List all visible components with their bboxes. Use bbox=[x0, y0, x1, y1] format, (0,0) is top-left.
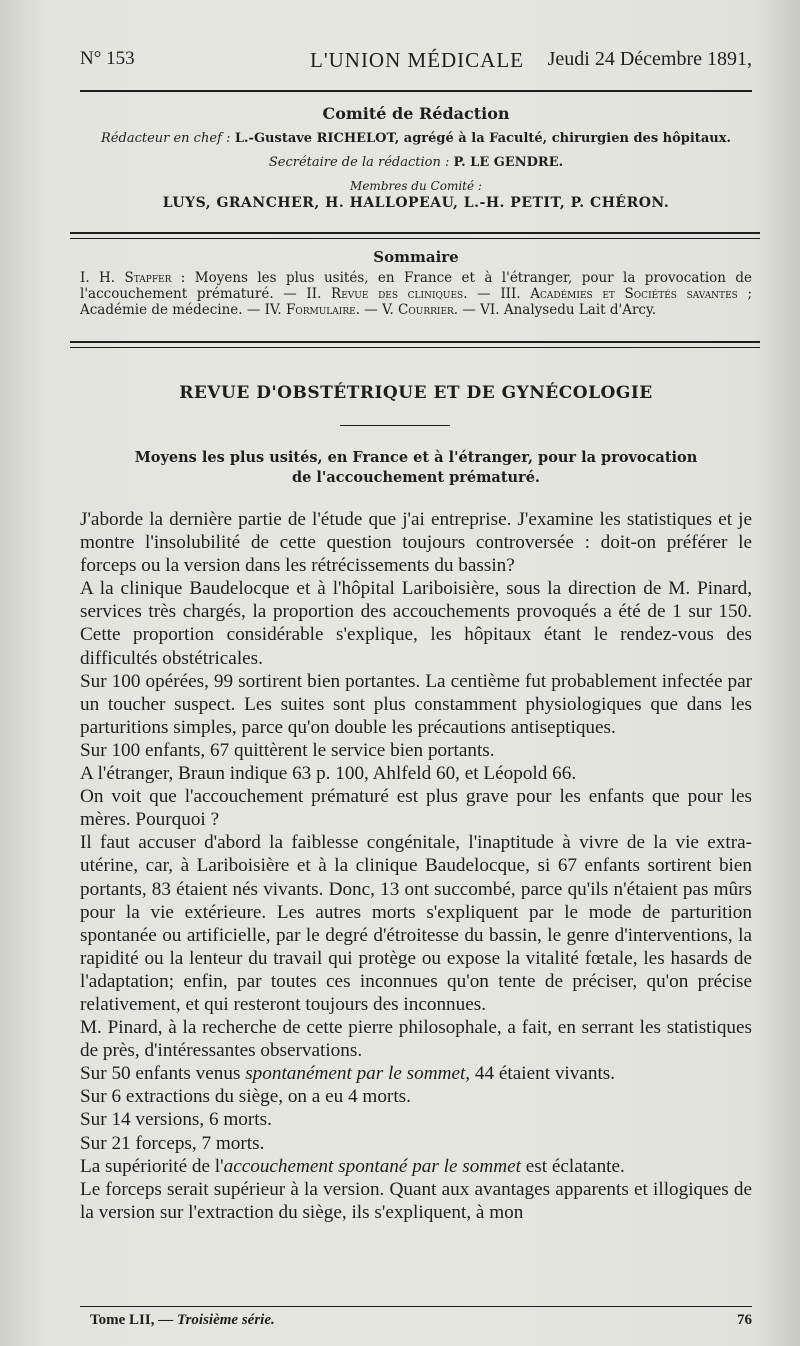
summary-item-num: IV. bbox=[264, 302, 282, 318]
summary-item-text: . — bbox=[453, 302, 481, 318]
paragraph-text: Il faut accuser d'abord la faiblesse congénitale, l'inaptitude à vivre de la vie extra-utérine, car, à Lariboisière et à la clinique Baudelocque, si 67 enfants sortirent bien portants, 83 étaient nés vivants. Donc, 13 ont succombé, parce qu'ils n'étaient pas mûrs pour la vie extérieure. Les autres morts s'expliquent par le mode de parturition spontanée ou artificielle, par le degré d'étroitesse du bassin, le genre d'interventions, la rapidité ou la lenteur du travail qui protège ou expose la vitalité fœtale, les hasards de l'adaptation; enfin, par toutes ces inconnues qu'on tente de préciser, qu'on précise relativement, et qui resteront toujours des inconnues. bbox=[80, 832, 752, 1015]
summary-item-text: : Moyens les plus usités, en France et à l'étranger, pour la provocation de l'accouchement prématuré. — bbox=[80, 270, 752, 302]
committee-chief bbox=[80, 131, 752, 146]
summary-rule-2 bbox=[70, 347, 760, 348]
summary-rule-1 bbox=[70, 341, 760, 343]
journal-title: L'UNION MÉDICALE bbox=[310, 48, 525, 72]
running-header bbox=[80, 44, 752, 82]
paragraph bbox=[80, 670, 752, 739]
paragraph-text: A l'étranger, Braun indique 63 p. 100, Ahlfeld 60, et Léopold 66. bbox=[80, 763, 577, 785]
committee-rule-2 bbox=[70, 238, 760, 239]
summary-title: Sommaire bbox=[373, 248, 459, 266]
paragraph-text: Sur 21 forceps, 7 morts. bbox=[80, 1132, 265, 1154]
paragraph-text: M. Pinard, à la recherche de cette pierre philosophale, a fait, en serrant les statistiques de près, d'intéressantes observations. bbox=[80, 1017, 752, 1062]
paragraph bbox=[80, 785, 752, 831]
paragraph-text: J'aborde la dernière partie de l'étude que j'ai entreprise. J'examine les statistiques et je montre l'insolubilité de cette question toujours controversée : doit-on préférer le forceps ou la version dans les rétrécissements du bassin? bbox=[80, 509, 752, 577]
members-list: LUYS, GRANCHER, H. HALLOPEAU, L.-H. PETIT, P. CHÉRON. bbox=[162, 195, 670, 211]
paragraph bbox=[80, 1132, 752, 1155]
footer-volume bbox=[90, 1312, 275, 1329]
issue-number: N° 153 bbox=[80, 48, 135, 69]
summary-body bbox=[80, 270, 752, 318]
section-divider bbox=[340, 425, 450, 426]
paragraph-text: A la clinique Baudelocque et à l'hôpital Lariboisière, sous la direction de M. Pinard, services très chargés, la proportion des accouchements provoqués a été de 1 sur 150. Cette proportion considérable s'explique, les hôpitaux étant le rendez-vous des difficultés obstétricales. bbox=[80, 578, 752, 669]
page-footer bbox=[80, 1312, 752, 1336]
paragraph bbox=[80, 1085, 752, 1108]
paragraph bbox=[80, 1108, 752, 1131]
footer-series: — Troisième série. bbox=[158, 1312, 275, 1328]
page-number: 76 bbox=[737, 1312, 752, 1328]
footer-tome: Tome LII, bbox=[90, 1312, 155, 1328]
paragraph bbox=[80, 1178, 752, 1224]
paragraph-text: Sur 6 extractions du siège, on a eu 4 morts. bbox=[80, 1086, 411, 1108]
chief-label: Rédacteur en chef : bbox=[101, 131, 231, 146]
paragraph-text: Le forceps serait supérieur à la version. Quant aux avantages apparents et illogiques de la version sur l'extraction du siège, ils s'expliquent, à mon bbox=[80, 1178, 752, 1223]
chief-name: L.-Gustave RICHELOT, agrégé à la Faculté, chirurgien des hôpitaux. bbox=[234, 131, 731, 146]
paragraph-text: est éclatante. bbox=[520, 1155, 625, 1177]
paragraph-text: Sur 50 enfants venus bbox=[80, 1063, 246, 1085]
paragraph-text: 44 étaient vivants. bbox=[470, 1063, 616, 1085]
article-title-line-1: Moyens les plus usités, en France et à l'étranger, pour la provocation bbox=[134, 449, 698, 466]
summary-item-name: Académies et Sociétés savantes bbox=[530, 286, 738, 302]
header-rule bbox=[80, 90, 752, 92]
summary-item-num: V. bbox=[382, 302, 394, 318]
paragraph bbox=[80, 1062, 752, 1085]
summary-item-name: Stapfer bbox=[124, 270, 172, 286]
secretary-label: Secrétaire de la rédaction : bbox=[268, 155, 450, 170]
paragraph-text: La supériorité de l' bbox=[80, 1155, 224, 1177]
paragraph bbox=[80, 831, 752, 1016]
paragraph-emphasis: accouchement spontané par le sommet bbox=[223, 1155, 521, 1177]
paragraph-text: Sur 100 opérées, 99 sortirent bien portantes. La centième fut probablement infectée par un toucher suspect. Les suites sont plus constamment physiologiques que dans les parturitions simples, parce qu'on double les précautions antiseptiques. bbox=[80, 670, 752, 738]
summary-item-text: . — bbox=[463, 286, 501, 302]
summary-item-num: I. H. bbox=[80, 270, 116, 286]
summary-item-text: Analysedu Lait d'Arcy. bbox=[503, 302, 657, 318]
paragraph-text: On voit que l'accouchement prématuré est plus grave pour les enfants que pour les mères. Pourquoi ? bbox=[80, 786, 752, 831]
committee-secretary bbox=[80, 155, 752, 170]
paragraph bbox=[80, 762, 752, 785]
paragraph bbox=[80, 508, 752, 577]
summary-item-text: ; Académie de médecine. — bbox=[80, 286, 753, 318]
summary-item-num: III. bbox=[500, 286, 521, 302]
article-body bbox=[80, 508, 752, 1224]
section-title: REVUE D'OBSTÉTRIQUE ET DE GYNÉCOLOGIE bbox=[179, 383, 653, 403]
article-title bbox=[80, 448, 752, 488]
secretary-name: P. LE GENDRE. bbox=[453, 155, 564, 170]
paragraph bbox=[80, 739, 752, 762]
paragraph-emphasis: spontanément par le sommet, bbox=[245, 1063, 471, 1085]
paragraph-text: Sur 14 versions, 6 morts. bbox=[80, 1109, 272, 1131]
issue-date: Jeudi 24 Décembre 1891, bbox=[547, 48, 752, 70]
paragraph bbox=[80, 1155, 752, 1178]
committee-rule-1 bbox=[70, 232, 760, 234]
article-title-line-2: de l'accouchement prématuré. bbox=[292, 469, 540, 486]
summary-item-num: II. bbox=[306, 286, 322, 302]
paragraph bbox=[80, 577, 752, 669]
committee-title: Comité de Rédaction bbox=[322, 104, 510, 123]
summary-item-name: Revue des cliniques bbox=[331, 286, 464, 302]
summary-item-name: Formulaire bbox=[285, 302, 356, 318]
members-label: Membres du Comité : bbox=[350, 179, 482, 193]
summary-item-num: VI. bbox=[480, 302, 500, 318]
paragraph bbox=[80, 1016, 752, 1062]
paragraph-text: Sur 100 enfants, 67 quittèrent le service bien portants. bbox=[80, 739, 495, 761]
summary-item-text: . — bbox=[355, 302, 383, 318]
footer-rule bbox=[80, 1306, 752, 1307]
summary-item-name: Courrier bbox=[398, 302, 454, 318]
